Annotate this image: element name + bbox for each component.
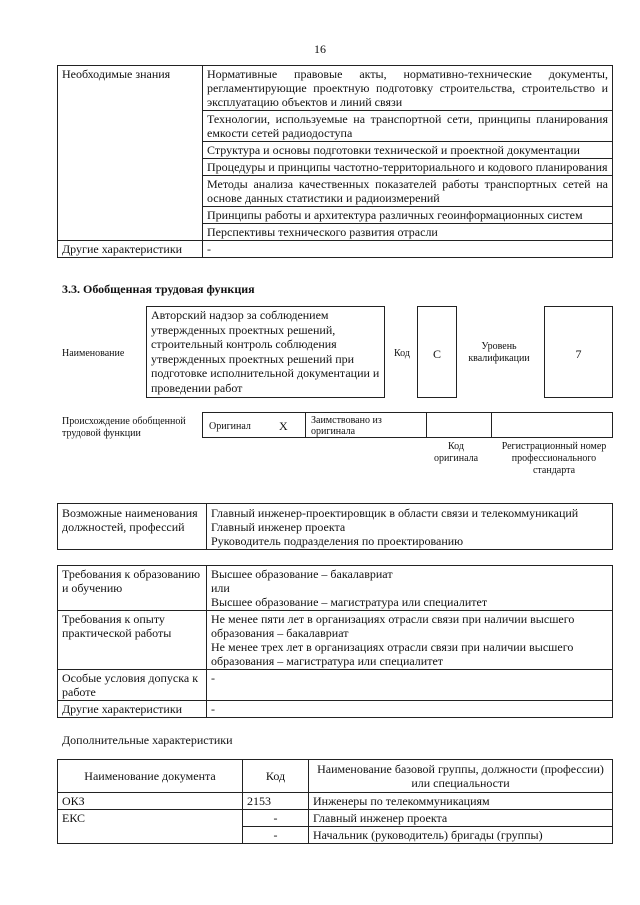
code-box (417, 306, 457, 398)
requirement-value: - (207, 670, 613, 701)
requirement-label: Другие характеристики (58, 701, 207, 718)
reg-number-caption: Регистрационный номер профессионального стандарта (501, 441, 607, 476)
cell-code: - (243, 810, 309, 827)
name-label: Наименование (62, 348, 125, 359)
cell-doc: ОКЗ (58, 793, 243, 810)
requirement-line: или (211, 581, 230, 595)
knowledge-table (57, 65, 613, 258)
cell-doc: ЕКС (58, 810, 243, 844)
knowledge-item: Перспективы технического развития отрасли (203, 224, 613, 241)
requirement-value: - (207, 701, 613, 718)
requirement-line: Не менее трех лет в организациях отрасли связи при наличии высшего образования – магистратура или специалитет (211, 640, 574, 668)
cell-name: Начальник (руководитель) бригады (группы) (309, 827, 613, 844)
origin-row (202, 412, 613, 438)
divider (305, 413, 306, 437)
divider (491, 413, 492, 437)
positions-label: Возможные наименования должностей, профессий (58, 504, 207, 550)
page-number: 16 (314, 42, 326, 56)
level-value: 7 (575, 347, 582, 361)
original-mark: X (279, 419, 288, 433)
header-doc-name: Наименование документа (58, 760, 243, 793)
requirement-line: Высшее образование – магистратура или специалитет (211, 595, 488, 609)
origin-label: Происхождение обобщенной трудовой функции (62, 416, 186, 439)
function-name: Авторский надзор за соблюдением утвержденных проектных решений, строительный контроль соблюдения утвержденных проектных решений при подготовке исполнительной документации и проведении работ (151, 308, 380, 395)
additional-table (57, 759, 613, 844)
position-item: Главный инженер проекта (211, 520, 346, 534)
positions-table (57, 503, 613, 550)
knowledge-item: Нормативные правовые акты, нормативно-технические документы, регламентирующие проектную подготовку строительства, строительство и эксплуатацию объектов и линий связи (203, 66, 613, 111)
cell-name: Главный инженер проекта (309, 810, 613, 827)
requirement-line: Высшее образование – бакалавриат (211, 567, 393, 581)
section-title: 3.3. Обобщенная трудовая функция (62, 282, 255, 296)
position-item: Руководитель подразделения по проектированию (211, 534, 464, 548)
code-value: C (432, 347, 441, 361)
original-label: Оригинал (209, 421, 251, 432)
requirement-value (207, 566, 613, 611)
cell-code: 2153 (243, 793, 309, 810)
borrowed-label: Заимствовано из оригинала (311, 415, 382, 437)
divider (426, 413, 427, 437)
header-group-name: Наименование базовой группы, должности (профессии) или специальности (309, 760, 613, 793)
knowledge-item: Методы анализа качественных показателей работы транспортных сетей на основе данных статистики и радиоизмерений (203, 176, 613, 207)
level-label: Уровень квалификации (468, 341, 530, 364)
requirement-label: Требования к образованию и обучению (58, 566, 207, 611)
function-name-box (146, 306, 385, 398)
other-characteristics-value: - (203, 241, 613, 258)
cell-code: - (243, 827, 309, 844)
other-characteristics-label: Другие характеристики (58, 241, 203, 258)
requirement-label: Особые условия допуска к работе (58, 670, 207, 701)
header-code: Код (243, 760, 309, 793)
code-label: Код (394, 348, 410, 359)
level-box (544, 306, 613, 398)
knowledge-item: Принципы работы и архитектура различных геоинформационных систем (203, 207, 613, 224)
requirement-value (207, 611, 613, 670)
position-item: Главный инженер-проектировщик в области связи и телекоммуникаций (211, 506, 579, 520)
knowledge-item: Структура и основы подготовки технической и проектной документации (203, 142, 613, 159)
requirement-label: Требования к опыту практической работы (58, 611, 207, 670)
code-original-caption: Код оригинала (433, 441, 479, 464)
knowledge-item: Процедуры и принципы частотно-территориального и кодового планирования (203, 159, 613, 176)
requirements-table (57, 565, 613, 718)
cell-name: Инженеры по телекоммуникациям (309, 793, 613, 810)
knowledge-label: Необходимые знания (58, 66, 203, 241)
requirement-line: Не менее пяти лет в организациях отрасли связи при наличии высшего образования – бакалавриат (211, 612, 575, 640)
positions-values (207, 504, 613, 550)
additional-title: Дополнительные характеристики (62, 733, 233, 747)
knowledge-item: Технологии, используемые на транспортной сети, принципы планирования емкости сетей радиодоступа (203, 111, 613, 142)
